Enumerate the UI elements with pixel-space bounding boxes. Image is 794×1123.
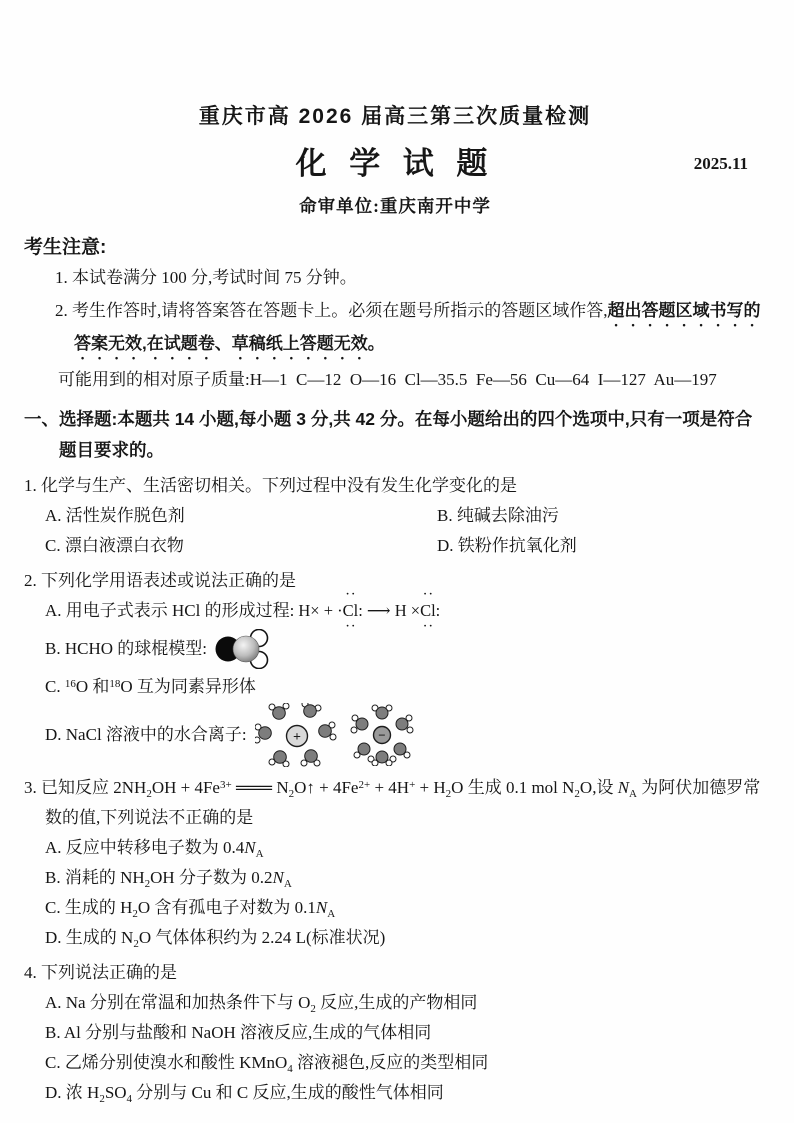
question-2-option-b — [45, 626, 766, 672]
subject-title-row — [24, 138, 766, 184]
question-1-option-c: C. 漂白液漂白衣物 — [45, 536, 184, 555]
hydrated-cation-model — [255, 703, 339, 767]
hydrated-anion-model — [347, 704, 417, 766]
question-4-option-d: D. 浓 $H_2SO_4$ 分别与 Cu 和 C 反应,生成的酸性气体相同 — [45, 1083, 444, 1105]
question-3-option-d: D. 生成的 $N_2O$ 气体体积约为 2.24 L(标准状况) — [45, 928, 386, 950]
question-3-stem: 3. 已知反应 $2NH_2OH + 4Fe^{3+}$ ═══ $N_2O↑ + 4Fe^{2+} + 4H^+ + H_2O$ 生成 0.1 mol $N_2O$,设 $N_A$ 为阿伏加德罗常数的值,下列说法不正确的是 — [24, 778, 761, 827]
question-3 — [24, 773, 766, 953]
question-3-option-c: C. 生成的 $H_2O$ 含有孤电子对数为 $0.1N_A$ — [45, 898, 336, 920]
question-2-option-a-label: A. 用电子式表示 HCl 的形成过程: — [45, 601, 295, 620]
question-2-option-c: C. $^{16}$O 和$^{18}$O 互为同素异形体 — [45, 677, 256, 696]
notice-section — [24, 232, 766, 393]
question-1-option-a: A. 活性炭作脱色剂 — [45, 506, 185, 525]
notice-item-2-text: 2. 考生作答时,请将答案答在答题卡上。必须在题号所指示的答题区域作答, — [55, 301, 608, 320]
question-2-option-d — [45, 702, 766, 768]
question-2 — [24, 566, 766, 768]
atomic-mass-line: 可能用到的相对原子质量:H—1 C—12 O—16 Cl—35.5 Fe—56 Cu—64 I—127 Au—197 — [58, 370, 717, 389]
question-4-option-b: B. Al 分别与盐酸和 NaOH 溶液反应,生成的气体相同 — [45, 1023, 432, 1042]
question-4-option-c: C. 乙烯分别使溴水和酸性 KMnO$_4$ 溶液褪色,反应的类型相同 — [45, 1053, 489, 1075]
notice-item-2 — [55, 297, 766, 363]
question-2-option-a — [45, 596, 766, 626]
notice-heading: 考生注意: — [24, 237, 107, 258]
question-1-options — [45, 501, 766, 561]
question-2-stem: 2. 下列化学用语表述或说法正确的是 — [24, 571, 296, 590]
hcl-electron-formula: H× + ··· Cl ··: ⟶ H ×·· Cl ··: — [298, 601, 440, 620]
notice-item-2-emphasis: 超出答题区域书写的答案无效,在试题卷、草稿纸上答题无效。 — [74, 301, 761, 353]
section-1-heading: 一、选择题:本题共 14 小题,每小题 3 分,共 42 分。在每小题给出的四个选项中,只有一项是符合题目要求的。 — [24, 409, 753, 460]
notice-item-1: 1. 本试卷满分 100 分,考试时间 75 分钟。 — [55, 268, 357, 287]
question-4-stem: 4. 下列说法正确的是 — [24, 963, 177, 982]
question-2-option-d-label: D. NaCl 溶液中的水合离子: — [45, 725, 247, 744]
question-1-option-b: B. 纯碱去除油污 — [437, 506, 559, 525]
question-1-option-d: D. 铁粉作抗氧化剂 — [437, 536, 577, 555]
question-3-option-b: B. 消耗的 $NH_2OH$ 分子数为 $0.2N_A$ — [45, 868, 292, 890]
hcho-ball-stick-model — [215, 629, 273, 669]
question-1 — [24, 471, 766, 561]
question-4-option-a: A. Na 分别在常温和加热条件下与 $O_2$ 反应,生成的产物相同 — [45, 993, 478, 1015]
question-3-option-a: A. 反应中转移电子数为 $0.4N_A$ — [45, 838, 264, 860]
exam-session-title: 重庆市高 2026 届高三第三次质量检测 — [198, 105, 592, 128]
cation-charge-symbol: + — [292, 730, 301, 745]
exam-date: 2025.11 — [693, 154, 748, 173]
question-4 — [24, 958, 766, 1108]
issuer-line: 命审单位:重庆南开中学 — [299, 196, 491, 216]
subject-title: 化 学 试 题 — [295, 146, 495, 181]
question-2-option-b-label: B. HCHO 的球棍模型: — [45, 639, 207, 658]
question-1-stem: 1. 化学与生产、生活密切相关。下列过程中没有发生化学变化的是 — [24, 476, 517, 495]
anion-charge-symbol: − — [377, 727, 386, 743]
